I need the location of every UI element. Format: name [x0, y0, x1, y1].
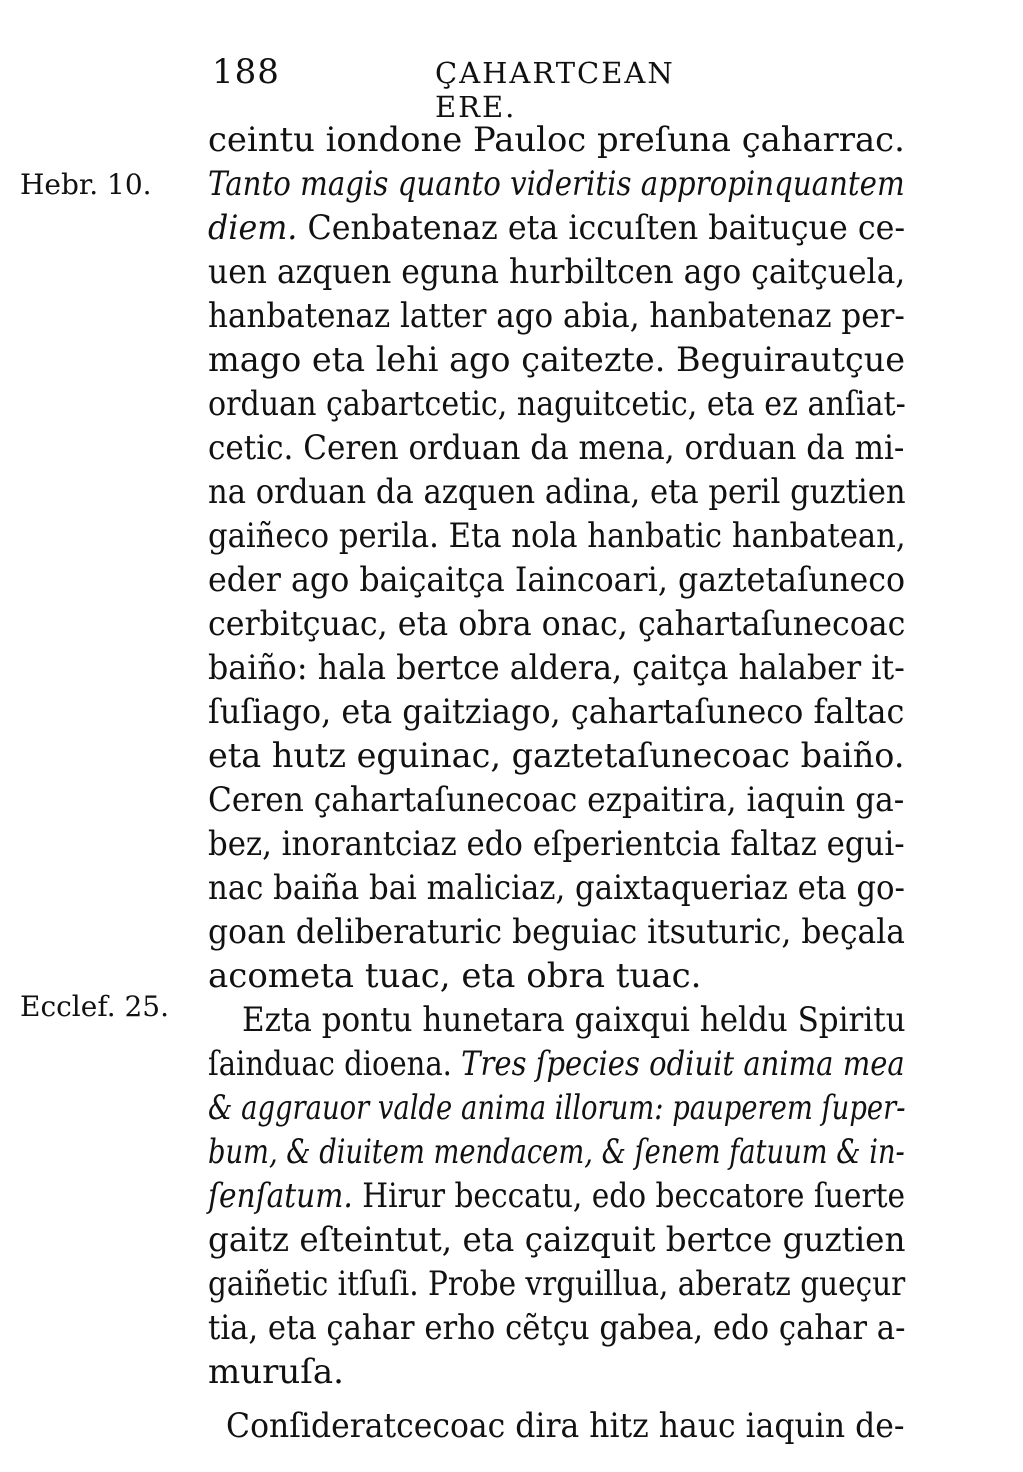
- text-line: [208, 866, 905, 910]
- text-segment: orduan çabartcetic, naguitcetic, eta ez anſiat-: [208, 384, 906, 424]
- text-line: [208, 1218, 905, 1262]
- text-line: [208, 514, 906, 558]
- text-segment: Hirur beccatu, edo beccatore ſuerte: [352, 1176, 906, 1216]
- text-segment: ſuſiago, eta gaitziago, çahartaſuneco faltac: [208, 692, 905, 732]
- text-line: [208, 690, 904, 734]
- text-line: [208, 426, 904, 470]
- text-line: [208, 162, 905, 206]
- text-line: [208, 470, 906, 514]
- text-segment: hanbatenaz latter ago abia, hanbatenaz per-: [208, 296, 905, 336]
- text-segment: eder ago baiçaitça Iaincoari, gaztetaſuneco: [208, 560, 906, 600]
- text-segment: gaiñetic itſuſi. Probe vrguillua, aberatz gueçur: [208, 1264, 906, 1304]
- text-line: [208, 778, 904, 822]
- text-segment: gaiñeco perila. Eta nola hanbatic hanbatean,: [208, 516, 906, 556]
- text-segment: cetic. Ceren orduan da mena, orduan da mi-: [208, 428, 905, 468]
- text-segment: acometa tuac, eta obra tuac.: [208, 956, 702, 996]
- page-header: [200, 52, 760, 124]
- page-number: 188: [212, 52, 280, 92]
- latin-quote: ſenſatum.: [208, 1176, 353, 1216]
- latin-quote: diem.: [208, 208, 298, 248]
- latin-quote: & aggrauor valde anima illorum: pauperem ſuper-: [208, 1088, 906, 1128]
- text-segment: tia, eta çahar erho cẽtçu gabea, edo çahar a-: [208, 1308, 906, 1348]
- text-segment: uen azquen eguna hurbiltcen ago çaitçuela,: [208, 252, 906, 292]
- text-line: [208, 1262, 905, 1306]
- text-segment: Ezta pontu hunetara gaixqui heldu Spiritu: [242, 1000, 906, 1040]
- text-segment: muruſa.: [208, 1352, 344, 1392]
- text-segment: bez, inorantciaz edo eſperientcia faltaz egui-: [208, 824, 905, 864]
- text-line: [208, 734, 904, 778]
- text-line: [208, 1174, 905, 1218]
- text-line: [208, 1042, 905, 1086]
- running-head: ÇAHARTCEAN ERE.: [435, 56, 675, 124]
- text-segment: ceintu iondone Pauloc preſuna çaharrac.: [208, 120, 905, 160]
- text-line-paragraph-start: [242, 998, 906, 1042]
- text-segment: Conſideratcecoac dira hitz hauc iaquin de-: [226, 1406, 905, 1446]
- text-line: [208, 338, 905, 382]
- text-line-paragraph-start: [226, 1404, 905, 1448]
- text-line: [208, 646, 905, 690]
- text-segment: na orduan da azquen adina, eta peril guztien: [208, 472, 906, 512]
- text-segment: Ceren çahartaſunecoac ezpaitira, iaquin ga-: [208, 780, 905, 820]
- latin-quote: Tres ſpecies odiuit anima mea: [461, 1044, 905, 1084]
- text-line: [208, 1306, 905, 1350]
- text-line: [208, 294, 905, 338]
- text-line: [208, 910, 905, 954]
- text-line: [208, 206, 905, 250]
- margin-note-hebrews: Hebr. 10.: [20, 168, 152, 201]
- text-segment: gaitz eſteintut, eta çaizquit bertce guztien: [208, 1220, 906, 1260]
- text-line: [208, 602, 905, 646]
- text-segment: goan deliberaturic beguiac itsuturic, beçala: [208, 912, 905, 952]
- text-line: [208, 118, 905, 162]
- text-line: [208, 250, 905, 294]
- text-segment: baiño: hala bertce aldera, çaitça halaber it-: [208, 648, 905, 688]
- text-line: [208, 822, 905, 866]
- text-segment: ſainduac dioena.: [208, 1044, 462, 1084]
- text-line: [208, 1350, 344, 1394]
- text-segment: cerbitçuac, eta obra onac, çahartaſunecoac: [208, 604, 906, 644]
- text-line: [208, 1130, 905, 1174]
- margin-note-ecclesiasticus: Ecclef. 25.: [20, 990, 170, 1023]
- text-line: [208, 558, 905, 602]
- latin-quote: bum, & diuitem mendacem, & ſenem fatuum & in-: [208, 1132, 905, 1172]
- text-segment: nac baiña bai maliciaz, gaixtaqueriaz eta go-: [208, 868, 905, 908]
- text-segment: eta hutz eguinac, gaztetaſunecoac baiño.: [208, 736, 905, 776]
- text-line: [208, 954, 701, 998]
- text-line: [208, 382, 906, 426]
- text-segment: mago eta lehi ago çaitezte. Beguirautçue: [208, 340, 906, 380]
- text-segment: Cenbatenaz eta iccuſten baituçue ce-: [297, 208, 906, 248]
- text-line: [208, 1086, 905, 1130]
- latin-quote: Tanto magis quanto videritis appropinquantem: [208, 164, 905, 204]
